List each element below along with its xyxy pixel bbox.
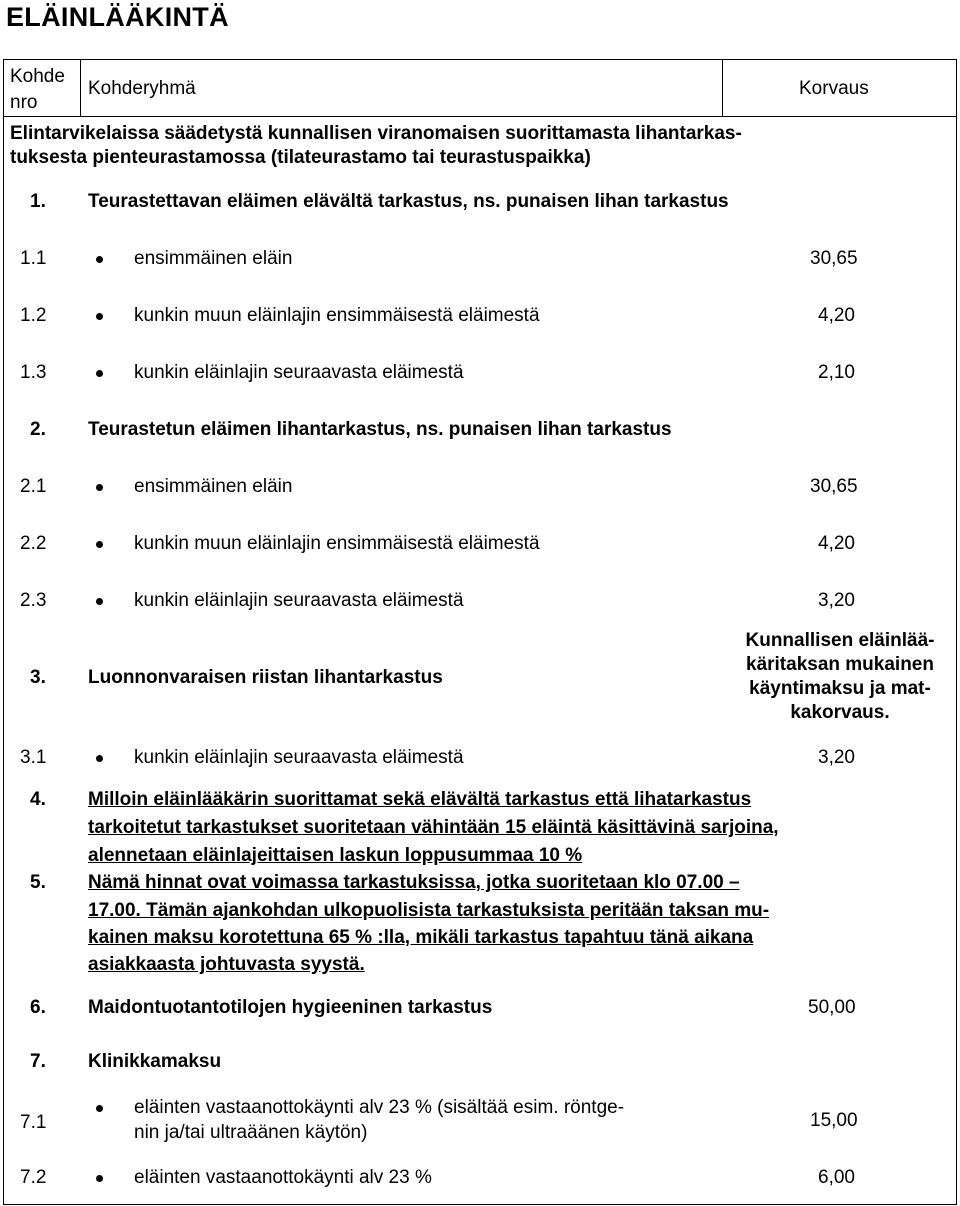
item-7-2-price: 6,00 <box>818 1167 855 1188</box>
section-5-line-1: Nämä hinnat ovat voimassa tarkastuksissa, jotka suoritetaan klo 07.00 – <box>88 872 740 893</box>
bullet-icon <box>96 313 103 320</box>
section-2-title: Teurastetun eläimen lihantarkastus, ns. punaisen lihan tarkastus <box>88 419 672 440</box>
header-divider-2 <box>722 59 723 117</box>
bullet-icon <box>96 598 103 605</box>
section-6-price: 50,00 <box>808 997 856 1018</box>
item-2-2-text: kunkin muun eläinlajin ensimmäisestä eläimestä <box>134 533 540 554</box>
section-4-line-1: Milloin eläinlääkärin suorittamat sekä elävältä tarkastus että lihatarkastus <box>88 789 752 810</box>
item-1-2-text: kunkin muun eläinlajin ensimmäisestä eläimestä <box>134 305 540 326</box>
bullet-icon <box>96 256 103 263</box>
item-7-1-price: 15,00 <box>810 1110 858 1131</box>
item-2-3-price: 3,20 <box>818 590 855 611</box>
section-1-title: Teurastettavan eläimen elävältä tarkastus, ns. punaisen lihan tarkastus <box>88 191 729 212</box>
item-1-1-nro: 1.1 <box>20 248 47 269</box>
bullet-icon <box>96 541 103 548</box>
section-5-nro: 5. <box>30 872 46 893</box>
section-3-title: Luonnonvaraisen riistan lihantarkastus <box>88 667 443 688</box>
intro-line-2: tuksesta pienteurastamossa (tilateurastamo tai teurastuspaikka) <box>10 147 591 168</box>
section-3-note-3: käyntimaksu ja mat- <box>749 678 931 699</box>
section-1-nro: 1. <box>30 191 46 212</box>
section-3-nro: 3. <box>30 667 46 688</box>
section-3-note-4: kakorvaus. <box>790 702 890 723</box>
bullet-icon <box>96 370 103 377</box>
section-3-note-2: käritaksan mukainen <box>746 654 934 675</box>
item-2-1-price: 30,65 <box>810 476 858 497</box>
section-7-nro: 7. <box>30 1051 46 1072</box>
section-6-nro: 6. <box>30 997 46 1018</box>
item-7-2-nro: 7.2 <box>20 1167 47 1188</box>
item-2-3-nro: 2.3 <box>20 590 47 611</box>
item-2-1-nro: 2.1 <box>20 476 47 497</box>
item-2-2-nro: 2.2 <box>20 533 47 554</box>
section-5-line-2: 17.00. Tämän ajankohdan ulkopuolisista tarkastuksista peritään taksan mu- <box>88 900 770 921</box>
section-4-line-2: tarkoitetut tarkastukset suoritetaan vähintään 15 eläintä käsittävinä sarjoina, <box>88 817 779 838</box>
header-kohderyhma: Kohderyhmä <box>88 78 196 99</box>
bullet-icon <box>96 1175 103 1182</box>
header-bottom-line <box>3 116 957 117</box>
item-3-1-price: 3,20 <box>818 747 855 768</box>
item-7-1-nro: 7.1 <box>20 1112 47 1133</box>
section-4-line-3: alennetaan eläinlajeittaisen laskun loppusummaa 10 % <box>88 845 583 866</box>
item-2-1-text: ensimmäinen eläin <box>134 476 293 497</box>
page-title: ELÄINLÄÄKINTÄ <box>6 2 229 32</box>
item-2-2-price: 4,20 <box>818 533 855 554</box>
item-1-3-text: kunkin eläinlajin seuraavasta eläimestä <box>134 362 464 383</box>
item-1-3-nro: 1.3 <box>20 362 47 383</box>
section-6-title: Maidontuotantotilojen hygieeninen tarkastus <box>88 997 493 1018</box>
item-1-2-nro: 1.2 <box>20 305 47 326</box>
section-3-note-1: Kunnallisen eläinlää- <box>745 630 935 651</box>
header-kohde-nro-2: nro <box>10 92 38 113</box>
intro-line-1: Elintarvikelaissa säädetystä kunnallisen viranomaisen suorittamasta lihantarkas- <box>10 123 742 144</box>
section-5-line-3: kainen maksu korotettuna 65 % :lla, mikäli tarkastus tapahtuu tänä aikana <box>88 927 754 948</box>
bullet-icon <box>96 755 103 762</box>
item-3-1-text: kunkin eläinlajin seuraavasta eläimestä <box>134 747 464 768</box>
section-7-title: Klinikkamaksu <box>88 1051 222 1072</box>
item-7-2-text: eläinten vastaanottokäynti alv 23 % <box>134 1167 432 1188</box>
section-5-line-4: asiakkaasta johtuvasta syystä. <box>88 954 365 975</box>
section-2-nro: 2. <box>30 419 46 440</box>
header-korvaus: Korvaus <box>799 78 869 99</box>
item-1-3-price: 2,10 <box>818 362 855 383</box>
item-3-1-nro: 3.1 <box>20 747 47 768</box>
item-7-1-text-1: eläinten vastaanottokäynti alv 23 % (sisältää esim. röntge- <box>134 1097 625 1118</box>
bullet-icon <box>96 484 103 491</box>
item-1-1-price: 30,65 <box>810 248 858 269</box>
header-kohde-nro: Kohde <box>10 66 65 87</box>
item-7-1-text-2: nin ja/tai ultraäänen käytön) <box>134 1122 368 1143</box>
item-1-1-text: ensimmäinen eläin <box>134 248 293 269</box>
section-4-nro: 4. <box>30 789 46 810</box>
item-1-2-price: 4,20 <box>818 305 855 326</box>
bullet-icon <box>96 1105 103 1112</box>
item-2-3-text: kunkin eläinlajin seuraavasta eläimestä <box>134 590 464 611</box>
header-divider-1 <box>80 59 81 117</box>
